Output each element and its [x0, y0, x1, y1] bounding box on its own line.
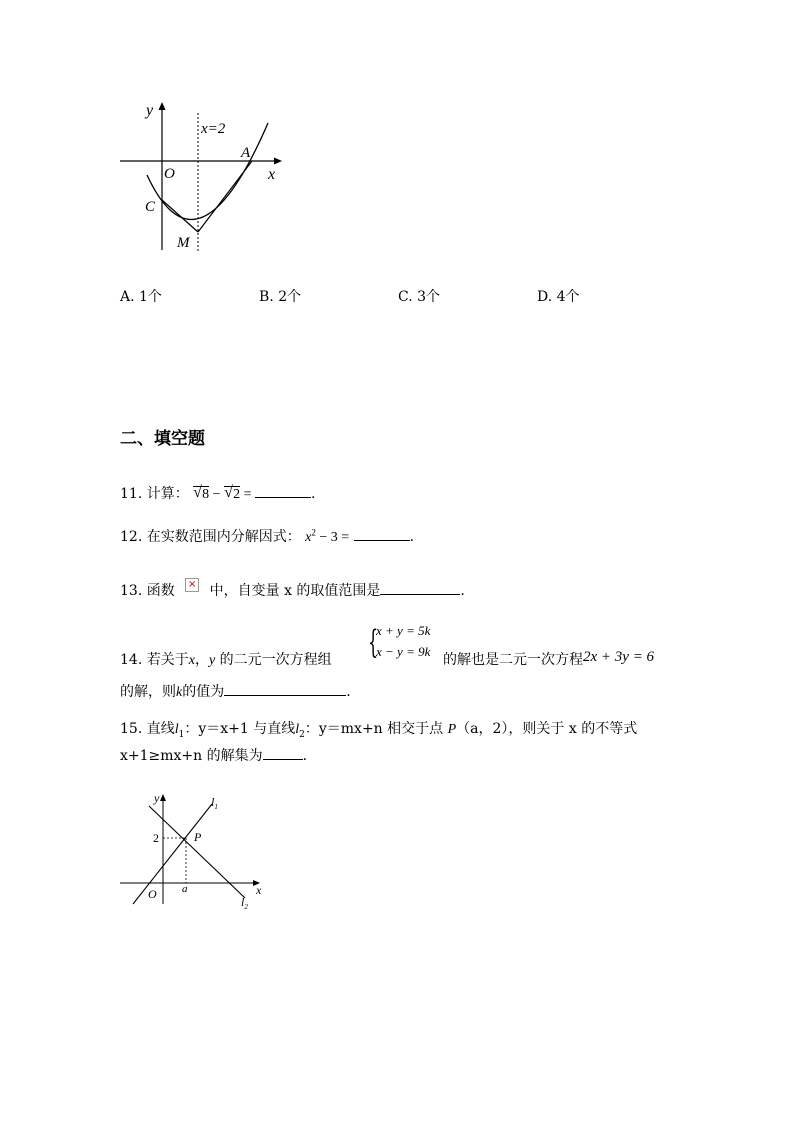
answer-blank-15 — [263, 745, 303, 760]
choice-a: A. 1个 — [120, 289, 162, 305]
answer-blank-14 — [224, 681, 346, 696]
broken-image-icon: × — [185, 578, 199, 592]
origin-label: O — [148, 887, 157, 901]
y-axis-label: y — [154, 791, 160, 805]
answer-blank-13 — [380, 580, 460, 595]
point-p-label: P — [194, 830, 202, 844]
origin-label: O — [164, 166, 175, 182]
question-13: 13. 函数 × 中，自变量 x 的取值范围是 . — [120, 579, 465, 599]
answer-blank-11 — [255, 483, 311, 498]
x-axis-label: x — [256, 883, 262, 897]
question-11: 11. 计算： √ 8 − √ 2 = . — [120, 484, 316, 502]
parabola-figure — [110, 95, 295, 260]
equation-1: x + y = 5k — [376, 623, 431, 638]
tick-y-2: 2 — [153, 831, 159, 845]
brace: { — [368, 623, 379, 661]
l2-label: $l_2$ — [241, 895, 248, 911]
x-axis-label: x — [268, 166, 276, 183]
choice-b: B. 2个 — [259, 289, 302, 305]
factor-expression: $x^2 - 3$ = — [305, 527, 350, 545]
y-axis-arrow — [159, 102, 166, 110]
question-12: 12. 在实数范围内分解因式： $x^2 - 3$ = . — [120, 527, 415, 545]
tick-x-a: a — [182, 883, 188, 895]
segment-ma — [198, 161, 252, 232]
lines-figure — [112, 786, 277, 914]
symmetry-label: x=2 — [201, 121, 226, 137]
question-14-line1b: 的解也是二元一次方程2x + 3y = 6 — [443, 649, 655, 668]
sqrt-expression: √ 8 − √ 2 = — [193, 484, 252, 502]
choice-c: C. 3个 — [398, 289, 441, 305]
x-axis-arrow — [274, 158, 282, 165]
line-l1 — [133, 804, 212, 904]
section-title: 二、填空题 — [120, 429, 205, 449]
point-c-label: C — [145, 199, 156, 215]
segment-cm — [162, 200, 198, 232]
point-m-label: M — [177, 235, 190, 251]
question-14-line2: 的解，则k的值为 . — [120, 681, 351, 701]
question-15-line2: x+1≥mx+n 的解集为 . — [120, 745, 307, 765]
y-axis-arrow — [160, 794, 166, 801]
equation-2: x − y = 9k — [376, 644, 431, 659]
question-14-line1: 14. 若关于x，y 的二元一次方程组 — [120, 652, 332, 668]
point-a-label: A — [241, 145, 251, 161]
choice-d: D. 4个 — [537, 289, 580, 305]
l1-label: $l_1$ — [211, 795, 218, 811]
answer-blank-12 — [354, 526, 410, 541]
question-15-line1: 15. 直线$l_1$：y＝x+1 与直线$l_2$：y＝mx+n 相交于点 P（a，2），则关于 x 的不等式 — [120, 721, 638, 740]
y-axis-label: y — [146, 102, 154, 119]
